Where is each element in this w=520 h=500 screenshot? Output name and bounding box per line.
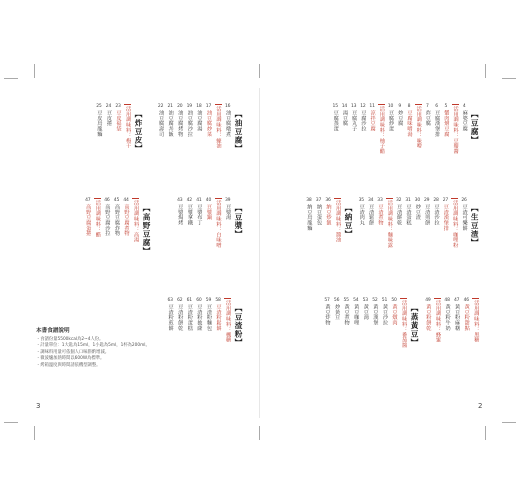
page-ref: 31: [405, 198, 411, 203]
section-title-column: [233, 304, 244, 347]
page-ref: 60: [196, 298, 202, 303]
toc-entry: [357, 198, 365, 225]
toc-entry: [204, 104, 212, 137]
page-number-left: 3: [36, 402, 41, 410]
seasoning-tag-column: [131, 198, 139, 242]
recipe-title: 豆渣粉餅乾: [177, 304, 184, 331]
recipe-title: 豆漿鍋: [205, 204, 212, 220]
seasoning-tag: 活用調味料：味噌: [415, 106, 422, 149]
recipe-title: 豆渣可樂餅: [461, 204, 468, 231]
page-ref: 49: [425, 298, 431, 303]
seasoning-tag-column: [333, 198, 341, 242]
toc-entry: [305, 198, 313, 231]
seasoning-tag-column: [214, 104, 222, 148]
toc-entry: [223, 198, 231, 220]
recipe-notes-title: 本書食譜說明: [36, 328, 70, 334]
toc-entry: [423, 198, 431, 225]
toc-entry: [460, 104, 468, 131]
recipe-title: 豆渣煮物: [377, 204, 384, 226]
page-ref: 22: [157, 104, 164, 109]
page-ref: 37: [315, 198, 322, 203]
page-ref: 41: [196, 198, 202, 203]
recipe-title: 黃豆炸物: [324, 304, 331, 326]
page-ref: 12: [360, 104, 366, 109]
crop-mark-br-h: [502, 422, 516, 423]
crop-mark-tc-v: [259, 64, 260, 78]
toc-entry: [112, 198, 120, 236]
page-ref: 24: [105, 104, 112, 109]
toc-entry: [340, 104, 348, 126]
toc-entry: [442, 104, 450, 137]
recipe-title: 油豆腐燉煮: [225, 110, 232, 137]
recipe-title: 黃豆粉麻糬: [454, 304, 461, 331]
seasoning-tag-column: [385, 198, 393, 248]
recipe-title: 湯豆腐: [341, 110, 348, 126]
seasoning-tag: 活用調味料：麵味露: [386, 200, 393, 248]
toc-section-steamed-soybeans: [300, 298, 420, 348]
toc-entry: [84, 198, 92, 236]
seasoning-tag: 活用調味料：醋: [94, 200, 101, 238]
page-ref: 61: [186, 298, 192, 303]
section-title: 【炸豆皮】: [134, 110, 143, 153]
recipe-title: 油豆腐炒菜: [205, 110, 212, 137]
seasoning-tag: 活用調味料：楓糖: [225, 300, 232, 343]
page-ref: 38: [306, 198, 312, 203]
section-title-column: [409, 304, 420, 347]
recipe-notes-item: ・調味料用量可依個人口味斟酌增減。: [36, 349, 110, 355]
recipe-title: 麻婆豆腐: [461, 110, 468, 132]
recipe-title: 豆皮福袋: [115, 110, 122, 132]
toc-entry: [195, 104, 203, 131]
page-ref: 43: [177, 198, 183, 203]
recipe-title: 炒豆腐: [397, 110, 404, 126]
toc-entry: [223, 104, 231, 137]
recipe-title: 黃豆沙拉: [381, 304, 388, 326]
toc-entry: [204, 298, 212, 331]
section-title: 【油豆腐】: [234, 110, 243, 153]
recipe-title: 豆腐沙拉: [360, 110, 367, 132]
recipe-title: 黃豆咖哩: [353, 304, 360, 326]
recipe-title: 豆渣肉丸: [358, 204, 365, 226]
seasoning-tag-column: [433, 298, 441, 342]
page-ref: 55: [343, 298, 349, 303]
page-ref: 48: [444, 298, 450, 303]
toc-entry: [114, 104, 122, 131]
seasoning-tag: 活用調味料：豆瓣醬: [452, 106, 459, 154]
page-ref: 8: [407, 104, 411, 109]
page-gutter: [259, 88, 260, 418]
page-ref: 21: [167, 104, 173, 109]
recipe-notes-item: ・計量單位：1大匙為15ml，1小匙為5ml，1杯為200ml。: [36, 343, 150, 349]
toc-entry: [404, 198, 412, 225]
crop-mark-tl-h: [4, 78, 18, 79]
recipe-title: 豆腐味噌湯: [406, 110, 413, 137]
toc-entry: [122, 198, 130, 236]
recipe-title: 豆漿湯: [225, 204, 232, 220]
toc-entry: [195, 198, 203, 225]
section-title: 【納豆】: [344, 204, 353, 239]
toc-entry: [214, 298, 222, 331]
recipe-title: 高野豆腐炸物: [113, 204, 120, 236]
page-ref: 47: [85, 198, 91, 203]
page-ref: 42: [186, 198, 192, 203]
page-ref: 13: [350, 104, 357, 109]
recipe-title: 黃豆燉肉: [391, 304, 398, 326]
page-ref: 32: [395, 198, 402, 203]
toc-entry: [185, 104, 193, 137]
toc-entry: [331, 104, 339, 131]
page-ref: 47: [453, 298, 460, 303]
toc-entry: [405, 104, 413, 137]
toc-entry: [395, 198, 403, 225]
toc-entry: [390, 298, 398, 325]
toc-section-okara-powder: [144, 298, 244, 347]
toc-entry: [166, 104, 174, 137]
recipe-title: 豆腐蒸蛋: [332, 110, 339, 132]
toc-entry: [376, 198, 384, 225]
seasoning-tag-column: [399, 298, 407, 348]
page-ref: 11: [369, 104, 375, 109]
section-title-column: [469, 204, 480, 247]
page-number-right: 2: [478, 402, 483, 410]
toc-entry: [441, 198, 449, 231]
crop-mark-bl-v: [34, 426, 35, 440]
seasoning-tag-column: [451, 198, 459, 248]
section-title-column: [233, 110, 244, 153]
seasoning-tag: 活用調味料：白味噌: [215, 200, 222, 248]
page-ref: 28: [433, 198, 439, 203]
page-ref: 17: [205, 104, 212, 109]
crop-mark-tr-v: [485, 64, 486, 78]
page-ref: 10: [387, 104, 394, 109]
section-title: 【豆漿】: [234, 204, 243, 239]
page-ref: 4: [462, 104, 466, 109]
crop-mark-tr-h: [502, 78, 516, 79]
recipe-title: 豆腐漢堡排: [434, 110, 441, 137]
toc-section-fried-tofu: [152, 104, 244, 153]
toc-entry: [452, 298, 460, 331]
recipe-title: 豆漿布丁: [196, 204, 203, 226]
section-title-column: [141, 204, 152, 256]
seasoning-tag: 活用調味料：蜂蜜: [434, 300, 441, 343]
toc-entry: [314, 198, 322, 225]
page-ref: 46: [463, 298, 469, 303]
crop-mark-br-v: [485, 426, 486, 440]
seasoning-tag: 活用調味料：柚子醋: [378, 106, 385, 154]
section-title: 【豆渣粉】: [234, 304, 243, 347]
recipe-title: 納豆炒飯: [325, 204, 332, 226]
toc-entry: [387, 104, 395, 131]
page-ref: 30: [414, 198, 420, 203]
recipe-title: 黃豆粉牛奶: [444, 304, 451, 331]
toc-entry: [176, 104, 184, 137]
section-title-column: [343, 204, 354, 238]
page-ref: 20: [177, 104, 183, 109]
page-ref: 15: [332, 104, 338, 109]
toc-entry: [350, 104, 358, 131]
recipe-title: 豆漿焗烤: [177, 204, 184, 226]
seasoning-tag: 活用調味料：番茄醬: [401, 300, 408, 348]
recipe-title: 黃豆漢堡: [372, 304, 379, 326]
recipe-title: 黃豆粉餅乾: [425, 304, 432, 331]
seasoning-tag: 活用調味料：高湯: [133, 200, 140, 243]
page-ref: 34: [367, 198, 374, 203]
toc-entry: [166, 298, 174, 331]
page-ref: 5: [444, 104, 448, 109]
toc-entry: [176, 198, 184, 225]
recipe-title: 豆漿拿鐵: [186, 204, 193, 226]
seasoning-tag: 活用調味料：醬油: [335, 200, 342, 243]
page-ref: 26: [461, 198, 467, 203]
page-ref: 19: [186, 104, 192, 109]
recipe-notes-item: ・烤箱溫度與時間請依機型調整。: [36, 362, 101, 368]
crop-mark-tl-v: [34, 64, 35, 78]
page-ref: 45: [113, 198, 120, 203]
toc-entry: [95, 104, 103, 137]
recipe-title: 黃豆煮物: [343, 304, 350, 326]
toc-entry: [443, 298, 451, 331]
section-title: 【生豆渣】: [470, 204, 480, 247]
recipe-title: 炒豆渣: [414, 204, 421, 220]
seasoning-tag-column: [472, 298, 480, 342]
recipe-title: 豆渣粉煎餅: [167, 304, 174, 331]
toc-entry: [368, 104, 376, 131]
toc-entry: [367, 198, 375, 225]
toc-entry: [176, 298, 184, 331]
recipe-title: 豆渣沙拉: [433, 204, 440, 226]
toc-section-fresh-okara: [356, 198, 480, 248]
recipe-title: 豆渣蛋糕: [405, 204, 412, 226]
toc-entry: [104, 104, 112, 126]
toc-entry: [424, 298, 432, 331]
page-ref: 53: [362, 298, 368, 303]
recipe-title: 炸豆腐: [424, 110, 431, 126]
page-ref: 44: [123, 198, 129, 203]
crop-mark-bc-v: [259, 426, 260, 440]
page-ref: 33: [377, 198, 383, 203]
page-ref: 63: [167, 298, 173, 303]
toc-section-koya-tofu: [62, 198, 152, 256]
recipe-title: 高野豆腐煮物: [123, 204, 130, 236]
page-ref: 14: [341, 104, 348, 109]
toc-entry: [460, 198, 468, 231]
recipe-title: 豆渣鬆餅: [368, 204, 375, 226]
toc-entry: [204, 198, 212, 220]
recipe-title: 高野豆腐蛋捲: [85, 204, 92, 236]
section-title: 【豆腐】: [470, 110, 480, 145]
recipe-title: 高野豆腐沙拉: [104, 204, 111, 236]
seasoning-tag: 活用調味料：咖哩粉: [452, 200, 459, 248]
toc-entry: [462, 298, 470, 331]
recipe-title: 油豆腐壽司: [158, 110, 165, 137]
toc-entry: [324, 198, 332, 225]
page-ref: 56: [333, 298, 340, 303]
toc-entry: [323, 298, 331, 325]
recipe-title: 納豆烏龍麵: [306, 204, 313, 231]
toc-entry: [185, 198, 193, 225]
page-ref: 23: [115, 104, 121, 109]
page-ref: 36: [325, 198, 331, 203]
recipe-title: 豆渣粉鬆餅: [215, 304, 222, 331]
recipe-title: 油豆腐丼飯: [167, 110, 174, 137]
toc-section-natto: [294, 198, 354, 242]
seasoning-tag: 活用調味料：蠔油: [215, 106, 222, 149]
recipe-title: 豆渣餅乾: [396, 204, 403, 226]
recipe-notes-item: ・微波爐加熱時間以600W為標準。: [36, 356, 105, 362]
page-ref: 58: [215, 298, 221, 303]
recipe-notes-item: ・食譜份量5500kcal為2~4人份。: [36, 337, 104, 342]
recipe-title: 炒黃豆: [334, 304, 341, 320]
crop-mark-bl-h: [4, 422, 18, 423]
toc-entry: [396, 104, 404, 126]
recipe-title: 油豆腐湯: [196, 110, 203, 132]
toc-entry: [332, 298, 340, 320]
seasoning-tag-column: [414, 104, 422, 148]
toc-entry: [195, 298, 203, 331]
recipe-title: 油豆腐沙拉: [186, 110, 193, 137]
toc-entry: [433, 104, 441, 137]
page-ref: 25: [96, 104, 102, 109]
page-ref: 62: [177, 298, 183, 303]
page-ref: 9: [398, 104, 402, 109]
page-ref: 29: [424, 198, 430, 203]
recipe-title: 豆皮烏龍麵: [96, 110, 103, 137]
seasoning-tag-column: [93, 198, 101, 237]
toc-entry: [380, 298, 388, 325]
recipe-title: 豆渣粉蛋糕: [186, 304, 193, 331]
toc-section-soy-milk: [156, 198, 244, 248]
page-ref: 51: [381, 298, 388, 303]
page-ref: 35: [358, 198, 364, 203]
page-ref: 6: [435, 104, 438, 109]
recipe-title: 豆渣粉披薩: [196, 304, 203, 331]
page-ref: 46: [104, 198, 110, 203]
section-title-column: [133, 110, 144, 153]
recipe-title: 納豆蛋包: [315, 204, 322, 226]
toc-section-tofu: [330, 104, 480, 154]
toc-entry: [103, 198, 111, 236]
page-ref: 50: [391, 298, 397, 303]
toc-section-fried-tofu-skin: [54, 104, 144, 153]
section-title-column: [233, 204, 244, 238]
recipe-title: 豆腐炒蛋: [388, 110, 395, 132]
section-title: 【蒸黃豆】: [410, 304, 419, 347]
toc-entry: [432, 198, 440, 225]
recipe-title: 豆腐丸子: [351, 110, 358, 132]
toc-entry: [423, 104, 431, 126]
toc-entry: [371, 298, 379, 325]
page-ref: 59: [205, 298, 212, 303]
recipe-title: 黃豆粉甜點: [463, 304, 470, 331]
recipe-title: 豆渣粉麵包: [205, 304, 212, 331]
recipe-title: 涼拌豆腐: [369, 110, 376, 132]
toc-entry: [156, 104, 164, 137]
seasoning-tag-column: [223, 298, 231, 342]
recipe-title: 豆渣漢堡排: [442, 204, 449, 231]
page-ref: 57: [324, 298, 330, 303]
recipe-title: 黃豆湯: [362, 304, 369, 320]
page-ref: 18: [196, 104, 202, 109]
recipe-title: 豆皮捲: [105, 110, 112, 126]
toc-section-soybean-flour: [422, 298, 480, 342]
page-ref: 40: [205, 198, 212, 203]
page-ref: 16: [224, 104, 231, 109]
toc-entry: [359, 104, 367, 131]
seasoning-tag-column: [377, 104, 385, 154]
seasoning-tag-column: [451, 104, 459, 154]
seasoning-tag: 活用調味料：梅干: [125, 106, 132, 149]
page-ref: 39: [224, 198, 231, 203]
page-ref: 54: [353, 298, 359, 303]
recipe-title: 油豆腐烤物: [177, 110, 184, 137]
recipe-notes: [36, 326, 150, 369]
page-ref: 52: [372, 298, 378, 303]
section-title: 【高野豆腐】: [142, 204, 151, 256]
toc-entry: [352, 298, 360, 325]
page-ref: 7: [426, 104, 429, 109]
toc-entry: [342, 298, 350, 325]
recipe-title: 豆渣煎餅: [424, 204, 431, 226]
section-title-column: [469, 110, 480, 144]
toc-entry: [413, 198, 421, 220]
seasoning-tag-column: [214, 198, 222, 248]
toc-entry: [185, 298, 193, 331]
seasoning-tag: 活用調味料：黑糖: [473, 300, 480, 343]
page-ref: 27: [442, 198, 449, 203]
seasoning-tag-column: [123, 104, 131, 148]
recipe-title: 蟹肉燴豆腐: [443, 110, 450, 137]
toc-entry: [361, 298, 369, 320]
